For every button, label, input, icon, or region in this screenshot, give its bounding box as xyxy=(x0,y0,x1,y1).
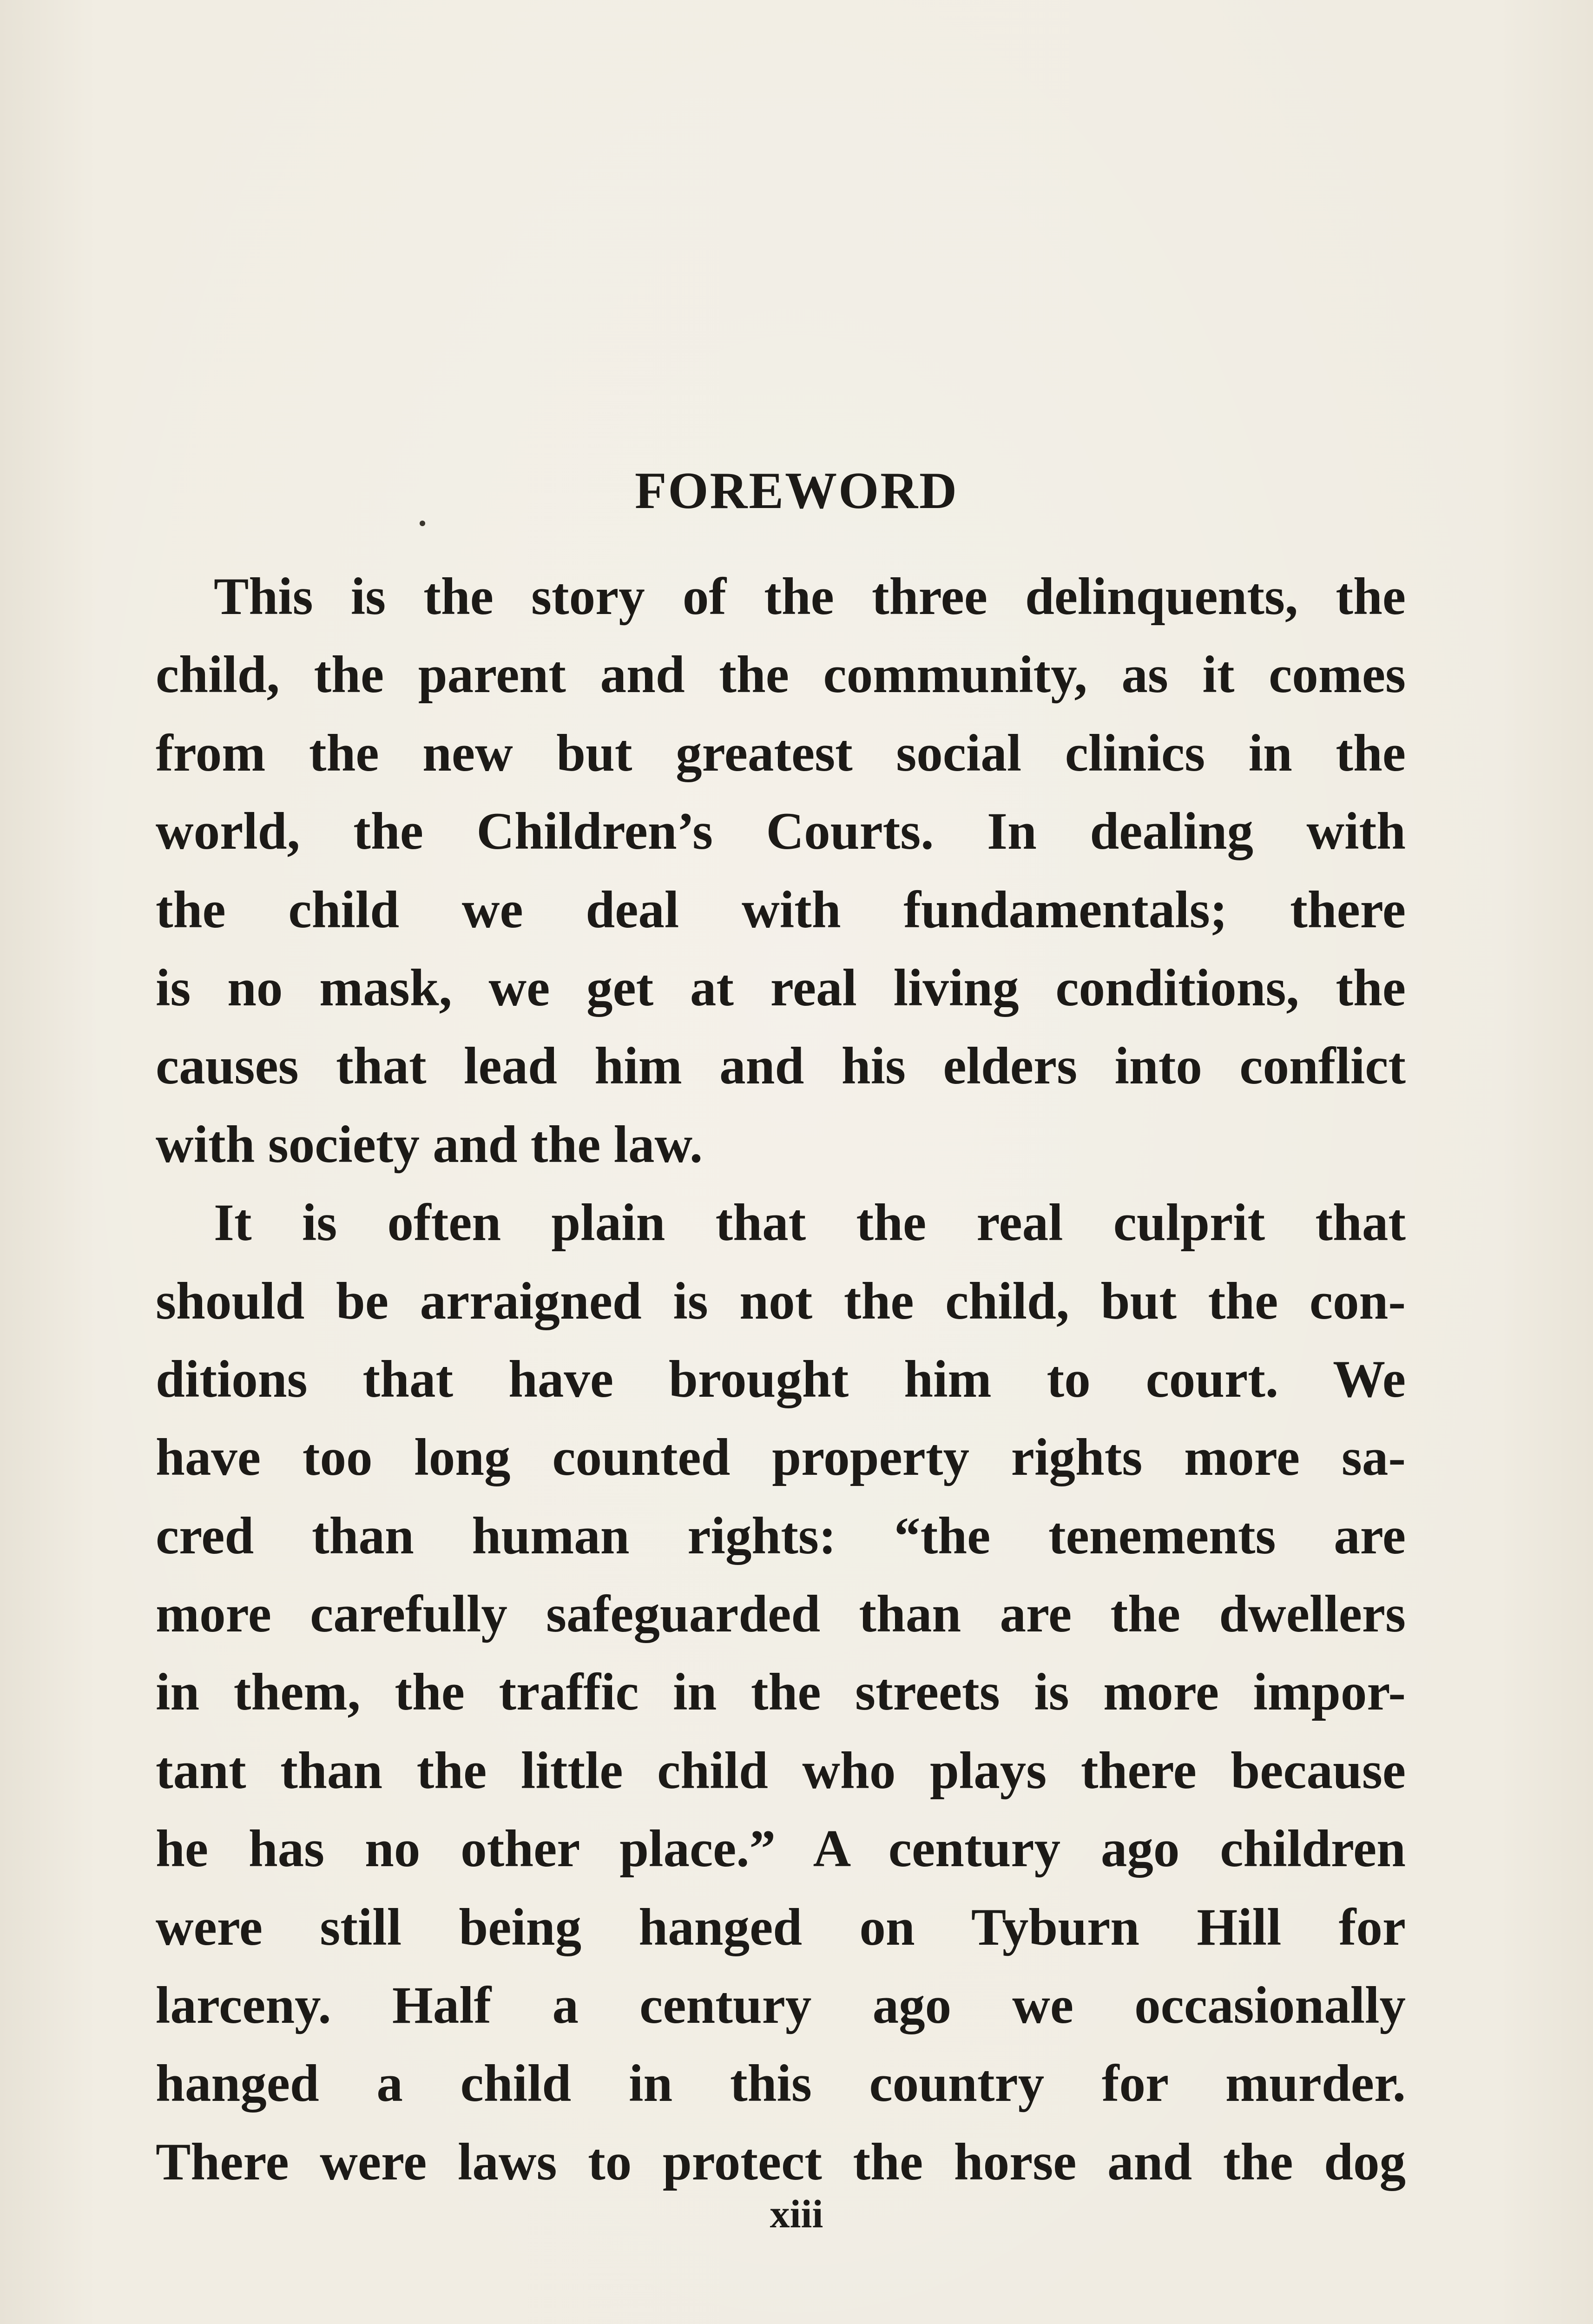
text-line: were still being hanged on Tyburn Hill for xyxy=(156,1898,1406,1956)
text-line: in them, the traffic in the streets is more impor- xyxy=(156,1663,1406,1722)
text-line: ditions that have brought him to court. We xyxy=(156,1350,1406,1408)
page-number: xiii xyxy=(770,2192,823,2236)
ink-speck xyxy=(420,521,425,526)
text-line: child, the parent and the community, as it comes xyxy=(156,646,1406,704)
text-line: he has no other place.” A century ago children xyxy=(156,1820,1406,1878)
text-line: This is the story of the three delinquents, the xyxy=(214,568,1406,626)
text-line: more carefully safeguarded than are the dwellers xyxy=(156,1585,1406,1644)
text-line: causes that lead him and his elders into conflict xyxy=(156,1037,1406,1096)
text-line: from the new but greatest social clinics in the xyxy=(156,724,1406,782)
text-line: It is often plain that the real culprit that xyxy=(214,1194,1406,1252)
text-line: have too long counted property rights more sa- xyxy=(156,1428,1406,1487)
text-line: tant than the little child who plays there because xyxy=(156,1741,1406,1800)
text-line: the child we deal with fundamentals; there xyxy=(156,880,1406,939)
text-line: There were laws to protect the horse and the dog xyxy=(156,2133,1406,2191)
page-title: FOREWORD xyxy=(635,462,958,520)
text-line: larceny. Half a century ago we occasionally xyxy=(156,1976,1406,2035)
text-line: hanged a child in this country for murder. xyxy=(156,2054,1406,2113)
text-line: cred than human rights: “the tenements are xyxy=(156,1506,1406,1565)
paragraph-2 xyxy=(156,1184,1406,2201)
text-line: world, the Children’s Courts. In dealing with xyxy=(156,802,1406,861)
text-line: is no mask, we get at real living conditions, the xyxy=(156,958,1406,1017)
text-line: with society and the law. xyxy=(156,1115,703,1174)
paragraph-1 xyxy=(156,558,1406,1184)
foreword-body xyxy=(156,558,1406,2201)
text-line: should be arraigned is not the child, but the con- xyxy=(156,1272,1406,1330)
